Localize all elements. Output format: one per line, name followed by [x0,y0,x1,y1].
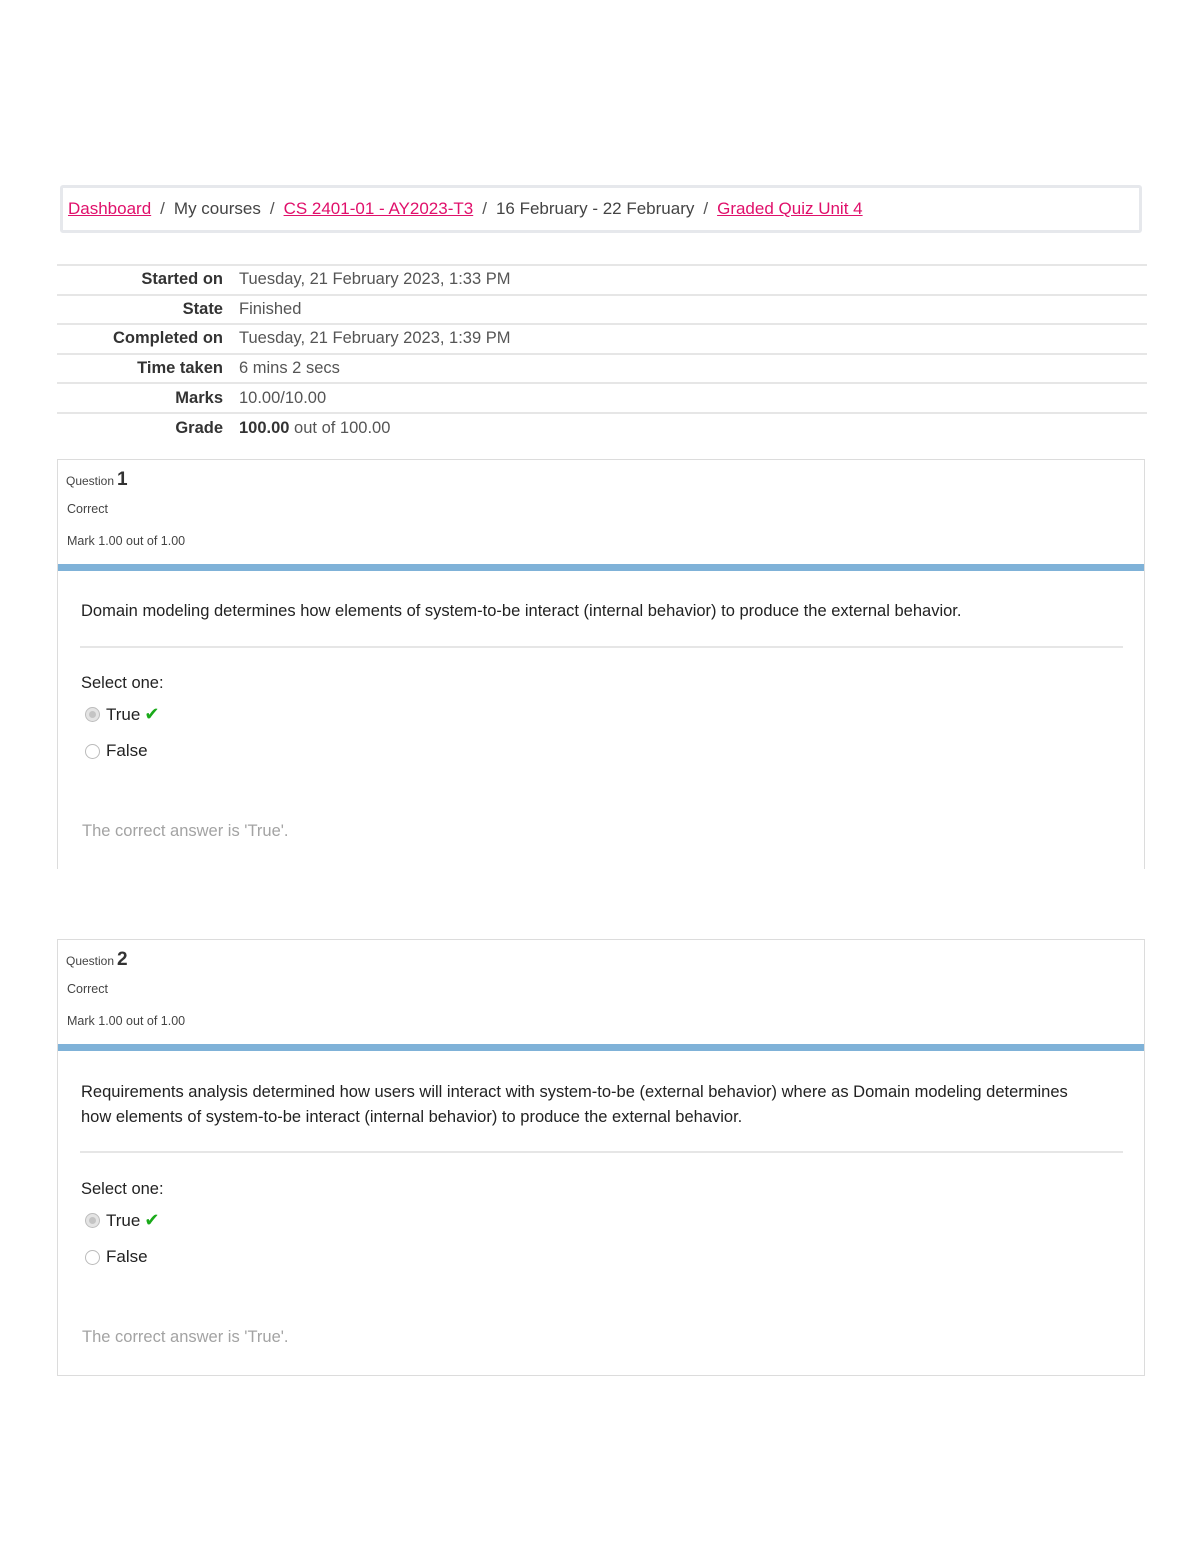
breadcrumb-separator: / [482,199,487,218]
breadcrumb-week: 16 February - 22 February [495,199,695,218]
correct-answer-feedback: The correct answer is 'True'. [82,1328,289,1346]
summary-value [239,413,1147,443]
question-info [58,940,1144,1044]
grade-score: 100.00 [239,418,290,437]
radio-unselected[interactable] [85,744,100,759]
option-false[interactable] [85,1247,148,1267]
summary-value: 10.00/10.00 [239,383,1147,413]
summary-label: Completed on [57,324,239,354]
option-label: True [106,704,141,724]
breadcrumb [60,185,1142,233]
question-text: Requirements analysis determined how users will interact with system-to-be (external behavior) where as Domain modeling determines how elements of system-to-be interact (internal behavior) to produce the external behavior. [81,1083,1068,1126]
breadcrumb-separator: / [703,199,709,218]
option-label: True [106,1210,141,1230]
option-label: False [106,1247,148,1266]
summary-label: Grade [57,413,239,443]
question-mark: Mark 1.00 out of 1.00 [67,1014,186,1028]
check-icon: ✔ [144,704,160,724]
question-state: Correct [67,502,108,516]
correct-answer-feedback: The correct answer is 'True'. [82,822,289,840]
summary-row-completed [57,324,1147,354]
radio-unselected[interactable] [85,1250,100,1265]
breadcrumb-course[interactable]: CS 2401-01 - AY2023-T3 [283,199,474,218]
summary-label: State [57,295,239,325]
question-state: Correct [67,982,108,996]
question-info [58,460,1144,564]
question-1 [57,459,1145,869]
summary-value: Finished [239,295,1147,325]
question-divider-bar [58,1044,1144,1051]
radio-selected[interactable] [85,1213,100,1228]
question-number [66,469,128,491]
question-text-rule [80,1151,1123,1153]
question-text: Domain modeling determines how elements of system-to-be interact (internal behavior) to produce the external behavior. [81,602,962,620]
option-true[interactable] [85,704,159,725]
summary-row-grade [57,413,1147,443]
summary-value: 6 mins 2 secs [239,354,1147,384]
select-one-label: Select one: [81,674,164,692]
select-one-label: Select one: [81,1180,164,1198]
option-label: False [106,741,148,760]
option-true[interactable] [85,1210,159,1231]
radio-selected[interactable] [85,707,100,722]
question-text-rule [80,646,1123,648]
question-word: Question [66,474,115,488]
summary-row-marks [57,383,1147,413]
question-number [66,949,128,971]
option-false[interactable] [85,741,148,761]
breadcrumb-quiz[interactable]: Graded Quiz Unit 4 [717,199,863,218]
summary-row-state [57,295,1147,325]
summary-row-started [57,265,1147,295]
breadcrumb-separator: / [160,199,165,218]
question-number-value: 2 [117,949,128,970]
question-divider-bar [58,564,1144,571]
summary-label: Time taken [57,354,239,384]
summary-label: Started on [57,265,239,295]
question-2 [57,939,1145,1376]
check-icon: ✔ [144,1210,160,1230]
summary-row-time-taken [57,354,1147,384]
question-word: Question [66,954,115,968]
breadcrumb-my-courses: My courses [173,199,261,218]
breadcrumb-separator: / [269,199,275,218]
breadcrumb-dashboard[interactable]: Dashboard [68,199,152,218]
summary-value: Tuesday, 21 February 2023, 1:33 PM [239,265,1147,295]
attempt-summary-table [57,264,1147,443]
question-mark: Mark 1.00 out of 1.00 [67,534,186,548]
summary-value: Tuesday, 21 February 2023, 1:39 PM [239,324,1147,354]
summary-label: Marks [57,383,239,413]
grade-out-of: out of 100.00 [289,418,391,437]
question-number-value: 1 [117,469,128,490]
